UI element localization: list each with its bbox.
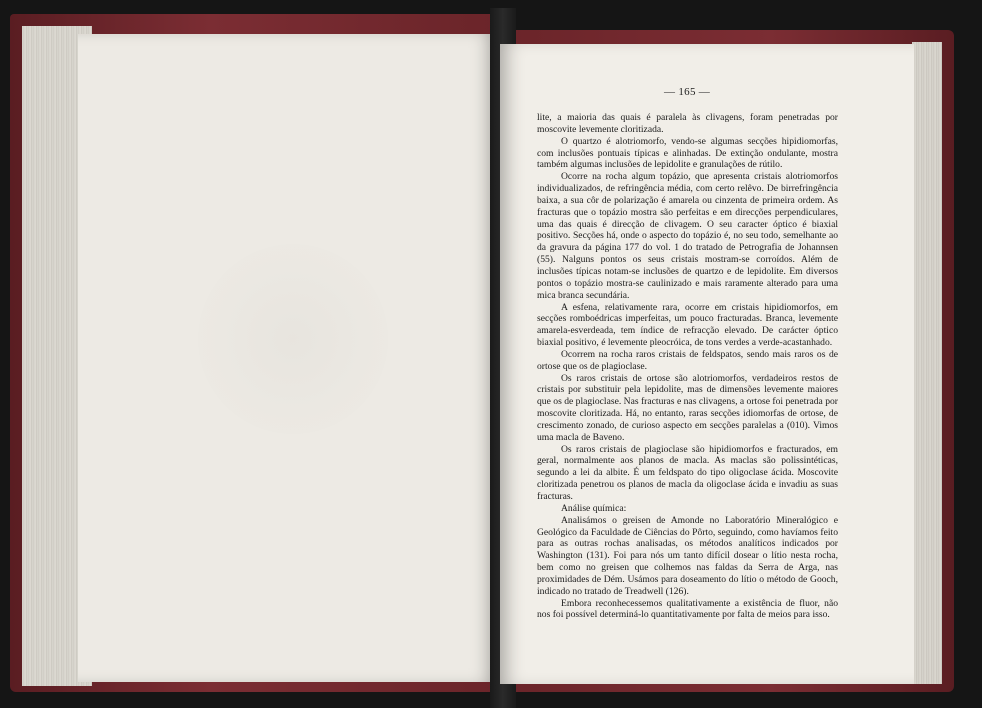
paragraph: Analisámos o greisen de Amonde no Laboratório Mineralógico e Geológico da Faculdade de Ciências do Pôrto, seguindo, como havíamos feito para as outras rochas analisadas, os métodos analíticos indicados por Washington (131). Foi para nós um tanto difícil dosear o lítio nesta rocha, bem como no greisen que colhemos nas faldas da Serra de Arga, nas proximidades de Dém. Usámos para doseamento do lítio o método de Gooch, indicado no tratado de Treadwell (126). bbox=[537, 514, 838, 597]
page-edges-right bbox=[912, 42, 942, 684]
section-heading: Análise química: bbox=[561, 502, 627, 514]
bleed-through-stamp bbox=[198, 244, 388, 434]
left-page-blank bbox=[78, 34, 496, 682]
paragraph: Ocorrem na rocha raros cristais de feldspatos, sendo mais raros os de ortose que os de plagioclase. bbox=[537, 348, 838, 372]
paragraph: O quartzo é alotriomorfo, vendo-se algumas secções hipidiomorfas, com inclusões pontuais típicas e alinhadas. De extinção ondulante, mostra também algumas inclusões de lepidolite e granulações de rútilo. bbox=[537, 135, 838, 171]
page-number: — 165 — bbox=[664, 86, 711, 98]
paragraph: Os raros cristais de ortose são alotriomorfos, verdadeiros restos de cristais por substituir pela lepidolite, mas de dimensões levemente maiores que os de plagioclase. Nas fracturas e nas clivagens, a ortose foi penetrada por moscovite cloritizada. Há, no entanto, raras secções idiomorfas de ortose, de crescimento zonado, de curioso aspecto em secções paralelas a (010). Vimos uma macla de Baveno. bbox=[537, 372, 838, 443]
paragraph: Os raros cristais de plagioclase são hipidiomorfos e fracturados, em geral, normalmente aos planos de macla. As maclas são polissintéticas, segundo a lei da albite. É um feldspato do tipo oligoclase ácida. Moscovite cloritizada penetrou os planos de macla da oligoclase ácida e invadiu as suas fracturas. bbox=[537, 443, 838, 502]
paragraph: Ocorre na rocha algum topázio, que apresenta cristais alotriomorfos individualizados, de refringência média, com certo relêvo. De birrefringência baixa, a sua côr de polarização é amarela ou cinzenta de primeira ordem. As fracturas que o topázio mostra são perfeitas e em direcções perpendiculares, uma das quais é direcção de clivagem. O seu caracter óptico é biaxial positivo. Secções há, onde o aspecto do topázio é, no seu todo, semelhante ao da gravura da página 177 do vol. 1 do tratado de Petrografia de Johannsen (55). Nalguns pontos os seus cristais mostram-se corroídos. Além de inclusões típicas notam-se inclusões de quartzo e de lepidolite. Em diversos pontos o topázio mostra-se caulinizado e mais raramente alterado para uma mica branca secundária. bbox=[537, 171, 838, 301]
paragraph: Embora reconhecessemos qualitativamente a existência de fluor, não nos foi possível determiná-lo quantitativamente por falta de meios para isso. bbox=[537, 597, 838, 621]
paragraph: lite, a maioria das quais é paralela às clivagens, foram penetradas por moscovite levemente cloritizada. bbox=[537, 112, 838, 135]
paragraph: A esfena, relativamente rara, ocorre em cristais hipidiomorfos, em secções romboédricas imperfeitas, um pouco fracturadas. Branca, levemente amarela-esverdeada, tem índice de refracção elevado. De carácter óptico biaxial positivo, é levemente pleocróica, de tons verdes a verde-acastanhado. bbox=[537, 301, 838, 349]
page-body-text bbox=[537, 112, 838, 621]
